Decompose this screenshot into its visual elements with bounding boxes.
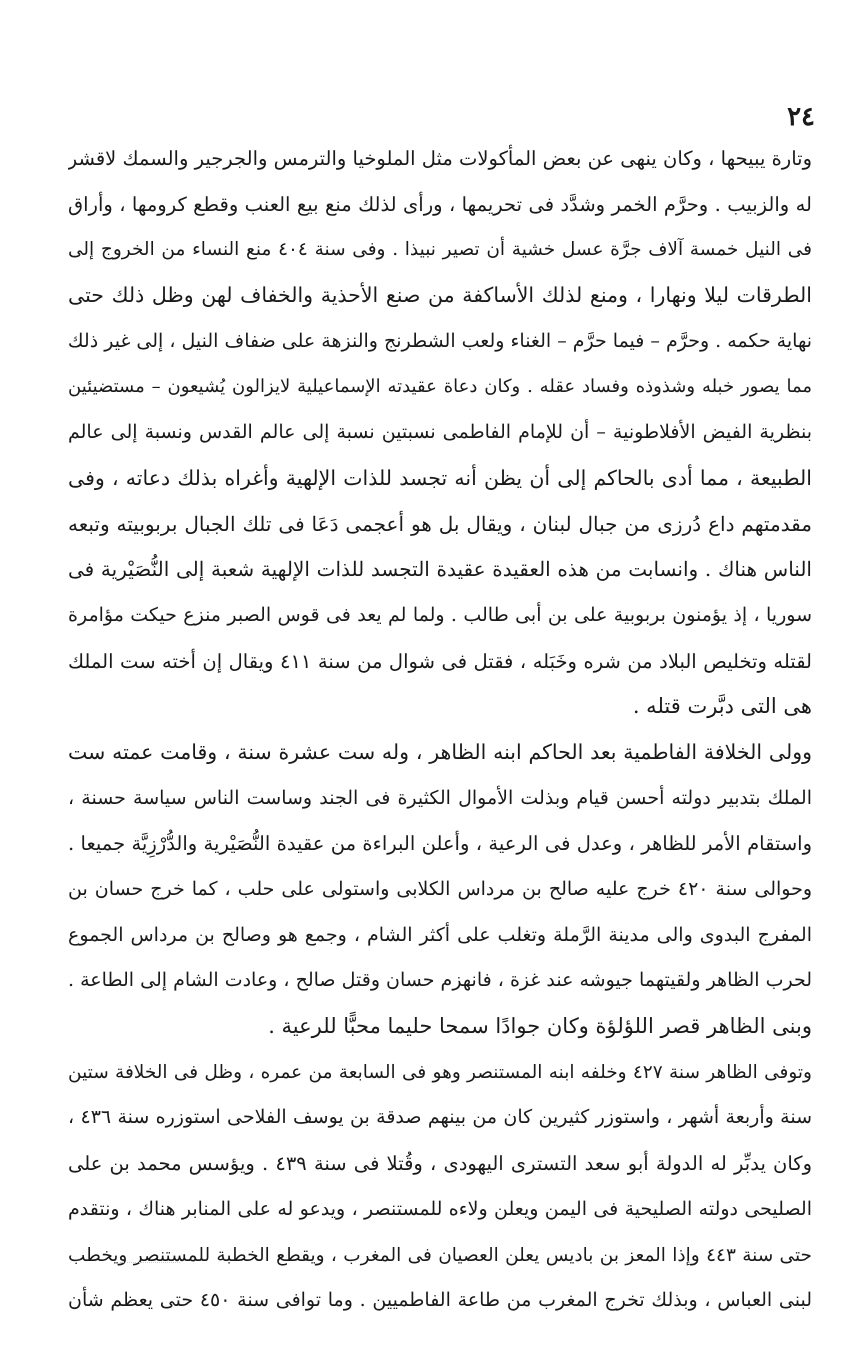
text-line: مقدمتهم داع دُرزى من جبال لبنان ، ويقال بل هو أعجمى دَعَا فى تلك الجبال بربوبيته وتبعه — [68, 511, 812, 536]
text-line: الصليحى دولته الصليحية فى اليمن ويعلن ولاءه للمستنصر ، ويدعو له على المنابر هناك ، ونتقدم — [68, 1197, 812, 1220]
text-line: وولى الخلافة الفاطمية بعد الحاكم ابنه الظاهر ، وله ست عشرة سنة ، وقامت عمته ست — [68, 739, 812, 764]
text-line: لقتله وتخليص البلاد من شره وخَبَله ، فقتل فى شوال من سنة ٤١١ ويقال إن أخته ست الملك — [68, 649, 812, 673]
text-line: لحرب الظاهر ولقيتهما جيوشه عند غزة ، فانهزم حسان وقتل صالح ، وعادت الشام إلى الطاعة . — [68, 969, 812, 992]
text-line: نهاية حكمه . وحرَّم – فيما حرَّم – الغناء ولعب الشطرنج والنزهة على ضفاف النيل ، إلى غير ذلك — [68, 329, 812, 352]
text-line: الناس هناك . وانسابت من هذه العقيدة عقيدة التجسد للذات الإلهية شعبة إلى النُّصَيْرية فى — [68, 557, 812, 582]
text-line: له والزبيب . وحرَّم الخمر وشدَّد فى تحريمها ، ورأى لذلك منع بيع العنب وقطع كرومها ، وأراق — [68, 192, 812, 216]
paragraph-2 — [68, 730, 812, 1050]
text-line: وحوالى سنة ٤٢٠ خرج عليه صالح بن مرداس الكلابى واستولى على حلب ، كما خرج حسان بن — [68, 878, 812, 900]
text-line: وتارة يبيحها ، وكان ينهى عن بعض المأكولات مثل الملوخيا والترمس والجرجير والسمك لاقشر — [68, 147, 812, 170]
text-line: فى النيل خمسة آلاف جرَّة عسل خشية أن تصير نبيذا . وفى سنة ٤٠٤ منع النساء من الخروج إلى — [68, 239, 812, 261]
text-line: الطرقات ليلا ونهارا ، ومنع لذلك الأساكفة من صنع الأحذية والخفاف لهن وظل ذلك حتى — [68, 283, 812, 308]
text-line: الملك بتدبير دولته أحسن قيام وبذلت الأموال الكثيرة فى الجند وساست الناس سياسة حسنة ، — [68, 786, 812, 809]
text-line: وتوفى الظاهر سنة ٤٢٧ وخلفه ابنه المستنصر وهو فى السابعة من عمره ، وظل فى الخلافة ستين — [68, 1061, 812, 1083]
text-line: وبنى الظاهر قصر اللؤلؤة وكان جوادًا سمحا حليما محبًّا للرعية . — [268, 1014, 812, 1039]
text-line: سوريا ، إذ يؤمنون بربوبية على بن أبى طالب . ولما لم يعد فى قوس الصبر منزع حيكت مؤامرة — [68, 603, 812, 626]
paragraph-3 — [68, 1050, 812, 1324]
text-line: واستقام الأمر للظاهر ، وعدل فى الرعية ، وأعلن البراءة من عقيدة النُّصَيْرية والدُّرْزِيَّة جميعا . — [68, 832, 812, 856]
text-line: لبنى العباس ، وبذلك تخرج المغرب من طاعة الفاطميين . وما توافى سنة ٤٥٠ حتى يعظم شأن — [68, 1289, 812, 1312]
text-line: سنة وأربعة أشهر ، واستوزر كثيرين كان من بينهم صدقة بن يوسف الفلاحى استوزره سنة ٤٣٦ ، — [68, 1106, 812, 1129]
text-line: وكان يدبِّر له الدولة أبو سعد التسترى اليهودى ، وقُتلا فى سنة ٤٣٩ . ويؤسس محمد بن على — [68, 1152, 812, 1176]
text-line: بنظرية الفيض الأفلاطونية – أن للإمام الفاطمى نسبتين نسبة إلى عالم القدس ونسبة إلى عالم — [68, 421, 812, 444]
scan-smudge — [120, 1262, 180, 1265]
paragraph-1 — [68, 136, 812, 730]
body-text — [68, 136, 812, 1324]
page-number: ٢٤ — [787, 102, 815, 132]
text-line: مما يصور خبله وشذوذه وفساد عقله . وكان دعاة عقيدته الإسماعيلية لايزالون يُشيعون – مستضيئين — [68, 376, 812, 398]
text-line: حتى سنة ٤٤٣ وإذا المعز بن باديس يعلن العصيان فى المغرب ، ويقطع الخطبة للمستنصر ويخطب — [68, 1244, 812, 1266]
text-line: المفرج البدوى والى مدينة الرَّملة وتغلب على أكثر الشام ، وجمع هو وصالح بن مرداس الجموع — [68, 923, 812, 946]
text-line: هى التى دبَّرت قتله . — [632, 694, 812, 719]
text-line: الطبيعة ، مما أدى بالحاكم إلى أن يظن أنه تجسد للذات الإلهية وأغراه بذلك دعاته ، وفى — [68, 465, 812, 490]
